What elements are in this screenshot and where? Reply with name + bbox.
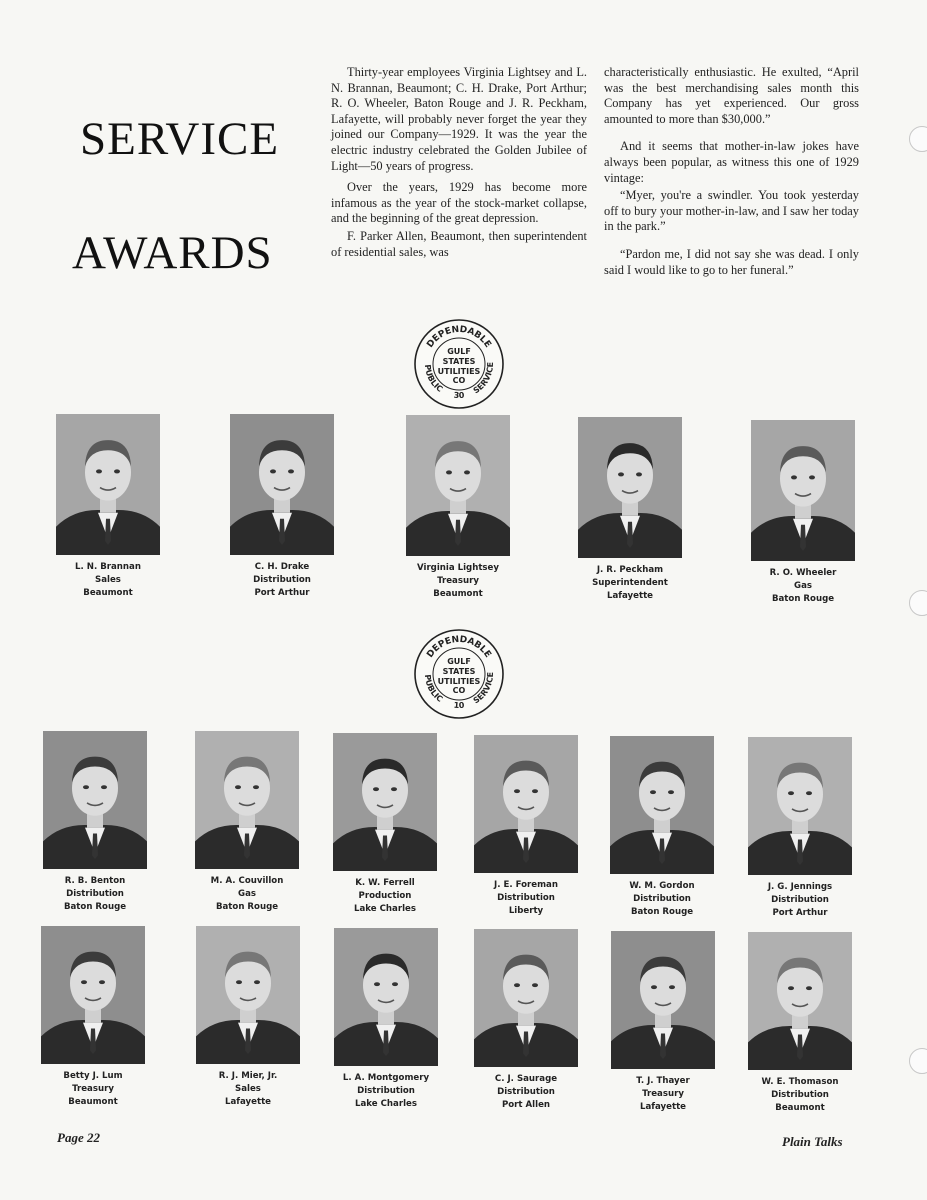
publication-name: Plain Talks: [782, 1134, 843, 1149]
honoree-city: Baton Rouge: [630, 907, 694, 917]
service-emblem-30-year: [413, 318, 505, 410]
article-paragraph: Over the years, 1929 has become more infamous as the year of the stock-market collapse, and the beginning of the great depression.: [331, 180, 587, 226]
honoree-caption: [466, 879, 586, 918]
portrait-photo: [43, 731, 147, 869]
honoree-name: M. A. Couvillon: [210, 876, 284, 886]
honoree-name: Virginia Lightsey: [417, 563, 499, 573]
honoree-caption: [35, 875, 155, 914]
honoree-name: L. A. Montgomery: [342, 1073, 430, 1083]
honoree-city: Lake Charles: [355, 1099, 417, 1109]
article-column-1: [331, 65, 587, 266]
honoree-city: Baton Rouge: [771, 594, 835, 604]
emblem-center-line: CO: [452, 686, 466, 695]
honoree-department: Distribution: [771, 895, 829, 905]
honoree-department: Production: [358, 891, 412, 901]
honoree-card: [743, 420, 863, 606]
title-awards: AWARDS: [72, 227, 273, 279]
honoree-city: Lake Charles: [354, 904, 416, 914]
honoree-card: [187, 731, 307, 914]
honoree-city: Beaumont: [83, 588, 133, 598]
honoree-card: [602, 736, 722, 919]
honoree-card: [188, 926, 308, 1109]
emblem-top-text: DEPENDABLE: [425, 634, 493, 660]
honoree-department: Gas: [794, 581, 812, 591]
honoree-name: J. G. Jennings: [767, 882, 833, 892]
honoree-caption: [188, 1070, 308, 1109]
honoree-city: Port Arthur: [772, 908, 828, 918]
honoree-department: Distribution: [253, 575, 311, 585]
honoree-department: Distribution: [357, 1086, 415, 1096]
punch-hole: [909, 126, 927, 152]
portrait-photo: [334, 928, 438, 1066]
honoree-city: Baton Rouge: [215, 902, 279, 912]
honoree-caption: [740, 881, 860, 920]
article-column-2: [604, 65, 859, 284]
portrait-photo: [230, 414, 334, 555]
honoree-name: R. O. Wheeler: [769, 568, 837, 578]
portrait-photo: [748, 932, 852, 1070]
honoree-caption: [33, 1070, 153, 1109]
portrait-photo: [611, 931, 715, 1069]
emblem-center-line: CO: [452, 376, 466, 385]
emblem-top-text: DEPENDABLE: [425, 324, 493, 350]
honoree-name: J. R. Peckham: [596, 565, 664, 575]
honoree-city: Port Arthur: [254, 588, 310, 598]
honoree-name: W. E. Thomason: [761, 1077, 839, 1087]
honoree-card: [48, 414, 168, 600]
emblem-center-line: UTILITIES: [437, 367, 481, 376]
honoree-caption: [48, 561, 168, 600]
honoree-card: [740, 737, 860, 920]
honoree-city: Beaumont: [775, 1103, 825, 1113]
honoree-card: [603, 931, 723, 1114]
page-number: Page 22: [57, 1130, 100, 1145]
honoree-department: Distribution: [633, 894, 691, 904]
honoree-caption: [187, 875, 307, 914]
honoree-department: Superintendent: [592, 578, 668, 588]
honoree-department: Distribution: [497, 893, 555, 903]
article-paragraph: Thirty-year employees Virginia Lightsey and L. N. Brannan, Beaumont; C. H. Drake, Port Arthur; R. O. Wheeler, Baton Rouge and J. R. Peckham, Lafayette, will probably never forget the year they joined our Company—1929. It was the year the electric industry celebrated the Golden Jubilee of Light—50 years of progress.: [331, 65, 587, 173]
portrait-photo: [333, 733, 437, 871]
emblem-center-line: STATES: [442, 357, 476, 366]
honoree-city: Port Allen: [501, 1100, 551, 1110]
honoree-caption: [743, 567, 863, 606]
emblem-center-line: STATES: [442, 667, 476, 676]
honoree-department: Treasury: [642, 1089, 684, 1099]
honoree-card: [740, 932, 860, 1115]
emblem-center-line: UTILITIES: [437, 677, 481, 686]
honoree-department: Gas: [238, 889, 256, 899]
portrait-photo: [610, 736, 714, 874]
honoree-city: Liberty: [508, 906, 544, 916]
honoree-city: Lafayette: [224, 1097, 272, 1107]
punch-hole: [909, 590, 927, 616]
portrait-photo: [474, 735, 578, 873]
svg-text:30: [453, 391, 465, 400]
honoree-department: Sales: [235, 1084, 261, 1094]
portrait-photo: [56, 414, 160, 555]
honoree-card: [570, 417, 690, 603]
honoree-card: [466, 929, 586, 1112]
honoree-caption: [570, 564, 690, 603]
honoree-city: Beaumont: [433, 589, 483, 599]
honoree-name: W. M. Gordon: [629, 881, 695, 891]
honoree-department: Distribution: [497, 1087, 555, 1097]
honoree-name: K. W. Ferrell: [355, 878, 415, 888]
honoree-card: [326, 928, 446, 1111]
honoree-department: Treasury: [72, 1084, 114, 1094]
article-paragraph: And it seems that mother-in-law jokes have always been popular, as witness this one of 1929 vintage:: [604, 139, 859, 185]
honoree-caption: [326, 1072, 446, 1111]
honoree-name: R. B. Benton: [64, 876, 126, 886]
service-emblem-10-year: [413, 628, 505, 720]
article-paragraph: F. Parker Allen, Beaumont, then superintendent of residential sales, was: [331, 228, 587, 259]
portrait-photo: [751, 420, 855, 561]
honoree-city: Lafayette: [606, 591, 654, 601]
emblem-center-line: GULF: [447, 657, 471, 666]
honoree-caption: [602, 880, 722, 919]
punch-hole: [909, 1048, 927, 1074]
emblem-years-text: 30: [453, 390, 465, 401]
title-service: SERVICE: [80, 113, 280, 165]
honoree-caption: [603, 1075, 723, 1114]
honoree-card: [466, 735, 586, 918]
portrait-photo: [195, 731, 299, 869]
honoree-caption: [222, 561, 342, 600]
emblem-center-line: GULF: [447, 347, 471, 356]
honoree-caption: [325, 877, 445, 916]
honoree-card: [398, 415, 518, 601]
portrait-photo: [748, 737, 852, 875]
honoree-card: [222, 414, 342, 600]
honoree-caption: [740, 1076, 860, 1115]
portrait-photo: [41, 926, 145, 1064]
emblem-right-text: SERVICE: [471, 671, 496, 706]
portrait-photo: [578, 417, 682, 558]
honoree-card: [33, 926, 153, 1109]
honoree-department: Distribution: [66, 889, 124, 899]
svg-text:10: [453, 701, 465, 710]
honoree-name: L. N. Brannan: [75, 562, 141, 572]
honoree-caption: [466, 1073, 586, 1112]
honoree-name: J. E. Foreman: [494, 880, 558, 890]
honoree-department: Sales: [95, 575, 121, 585]
portrait-photo: [406, 415, 510, 556]
honoree-caption: [398, 562, 518, 601]
honoree-name: Betty J. Lum: [63, 1071, 123, 1081]
honoree-department: Treasury: [437, 576, 479, 586]
emblem-left-text: PUBLIC: [422, 674, 445, 704]
portrait-photo: [474, 929, 578, 1067]
honoree-department: Distribution: [771, 1090, 829, 1100]
emblem-years-text: 10: [453, 700, 465, 711]
honoree-name: T. J. Thayer: [636, 1076, 690, 1086]
article-paragraph: “Pardon me, I did not say she was dead. I only said I would like to go to her funeral.”: [604, 246, 859, 277]
portrait-photo: [196, 926, 300, 1064]
honoree-name: C. H. Drake: [254, 562, 310, 572]
honoree-card: [325, 733, 445, 916]
article-paragraph: “Myer, you're a swindler. You took yesterday off to bury your mother-in-law, and I saw her today in the park.”: [604, 188, 859, 234]
honoree-name: R. J. Mier, Jr.: [218, 1071, 278, 1081]
emblem-left-text: PUBLIC: [422, 364, 445, 394]
honoree-card: [35, 731, 155, 914]
honoree-name: C. J. Saurage: [494, 1074, 558, 1084]
honoree-city: Beaumont: [68, 1097, 118, 1107]
honoree-city: Lafayette: [639, 1102, 687, 1112]
emblem-right-text: SERVICE: [471, 361, 496, 396]
honoree-city: Baton Rouge: [63, 902, 127, 912]
article-paragraph: characteristically enthusiastic. He exulted, “April was the best merchandising sales month this Company has yet experienced. Our gross amounted to more than $30,000.”: [604, 65, 859, 126]
